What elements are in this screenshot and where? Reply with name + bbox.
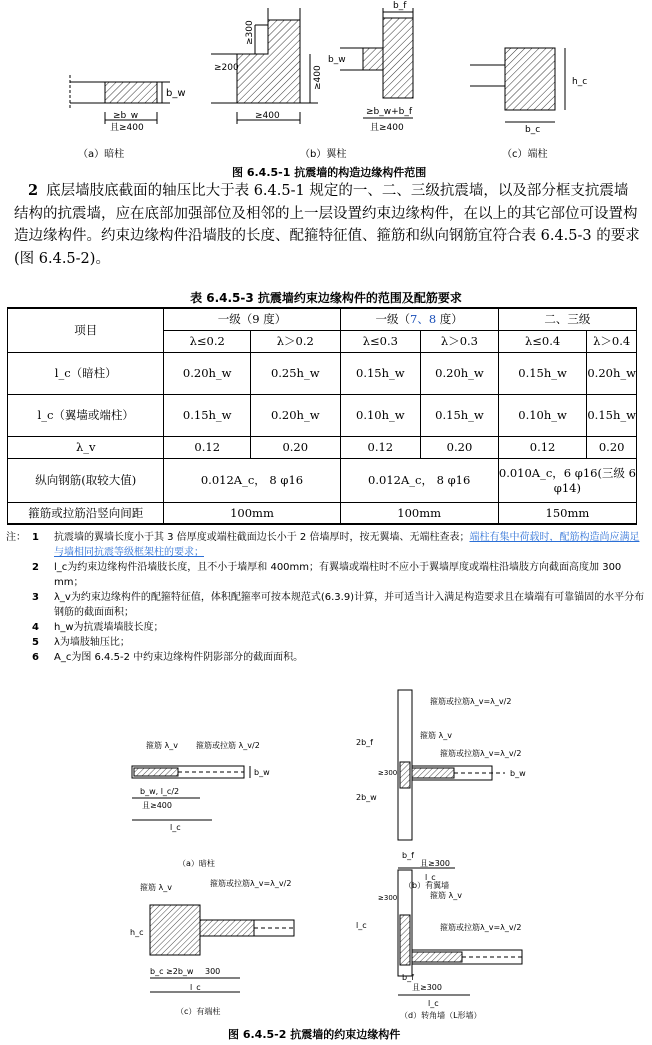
fig2-caption-a: （a）暗柱 (178, 859, 215, 868)
sub-5: λ≤0.4 (498, 330, 587, 352)
fig1-c-bc-label: b_c (525, 125, 541, 135)
fig1-b2-bw-label: b_w (328, 55, 346, 65)
note-item: 2 l_c为约束边缘构件沿墙肢长度，且不小于墙厚和 400mm；有翼墙或端柱时不应小于翼墙厚度或端柱沿墙肢方向截面高度加 300 mm； (32, 562, 622, 588)
table-cell: 0.20h_w (251, 394, 341, 436)
fig2-a-lc: l_c (170, 823, 181, 832)
row-label: λ_v (8, 436, 164, 458)
sub-3: λ≤0.3 (340, 330, 421, 352)
table-cell: 0.15h_w (421, 394, 499, 436)
table-cell: 0.012A_c， 8 φ16 (164, 458, 340, 502)
fig2-c-dim: b_c ≥2b_w (150, 967, 194, 976)
fig2-b-tie-top: 箍筋或拉筋λ_v=λ_v/2 (430, 697, 512, 706)
table-cell: 0.20h_w (421, 352, 499, 394)
table-cell: 0.10h_w (498, 394, 587, 436)
table-cell: 100mm (164, 502, 340, 524)
paragraph-text: 底层墙肢底截面的轴压比大于表 6.4.5-1 规定的一、二、三级抗震墙，以及部分框支抗震墙结构的抗震墙，应在底部加强部位及相邻的上一层设置约束边缘构件，在以上的其它部位可设置构造边缘构件。约束边缘构件沿墙肢的长度、配箍特征值、箍筋和纵向钢筋宜符合表 6.4.5-3 的要求(图 6.4.5-2)。 (14, 183, 640, 267)
requirements-table (7, 307, 637, 525)
sub-6: λ＞0.4 (587, 330, 637, 352)
table-cell: 0.15h_w (587, 394, 637, 436)
table-row (8, 458, 637, 502)
fig2-b-stirrup: 箍筋 λ_v (420, 731, 453, 740)
notes-lead: 注： (6, 532, 26, 543)
fig2-caption-d: （d）转角墙（L形墙） (400, 1011, 482, 1020)
fig2-c-lc: l_c (190, 983, 201, 992)
fig1-c-hc-label: h_c (572, 77, 588, 87)
fig2-caption-c: （c）有端柱 (176, 1007, 221, 1016)
fig1-c-end-column (470, 48, 565, 122)
row-label: 箍筋或拉筋沿竖向间距 (8, 502, 164, 524)
table-cell: 0.20h_w (587, 352, 637, 394)
fig2-a-stirrup-label: 箍筋 λ_v (146, 741, 179, 750)
figure-6-4-5-1 (0, 0, 652, 180)
fig1-b-200-label: ≥200 (214, 63, 239, 73)
table-cell: 0.25h_w (251, 352, 341, 394)
fig1-caption-b: （b）翼柱 (300, 149, 347, 160)
table-cell: 0.20h_w (164, 352, 251, 394)
header-group-1: 一级（9 度） (164, 308, 340, 330)
row-label: l_c（暗柱） (8, 352, 164, 394)
fig1-b-400h-label: ≥400 (255, 111, 280, 121)
table-header-row (8, 308, 637, 330)
note-item: 4 h_w为抗震墙墙肢长度； (32, 622, 164, 633)
note-item: 5 λ为墙肢轴压比； (32, 637, 130, 648)
fig2-a-dim2: 且≥400 (142, 801, 172, 810)
table-cell: 0.012A_c， 8 φ16 (340, 458, 498, 502)
table-cell: 0.12 (340, 436, 421, 458)
table-row (8, 394, 637, 436)
sub-2: λ＞0.2 (251, 330, 341, 352)
fig2-caption-b: （b）有翼墙 (404, 881, 450, 890)
fig2-d-stirrup: 箍筋 λ_v (430, 891, 463, 900)
row-label: l_c（翼墙或端柱） (8, 394, 164, 436)
fig1-a-dim2-label: 且≥400 (110, 123, 144, 133)
fig2-a-tie-label: 箍筋或拉筋 λ_v/2 (196, 741, 260, 750)
fig1-caption-a: （a）暗柱 (78, 149, 125, 160)
fig1-b2-dim2-label: 且≥400 (370, 123, 404, 133)
header-group-2-link[interactable]: 7、8 (410, 312, 437, 327)
table-cell: 150mm (498, 502, 636, 524)
note-1-link[interactable]: 端柱有集中荷载时，配筋构造尚应满足与墙相同抗震等级框架柱的要求； (54, 532, 640, 558)
table-row (8, 436, 637, 458)
sub-1: λ≤0.2 (164, 330, 251, 352)
fig2-d-lc: l_c (428, 999, 439, 1008)
fig2-d-lc-vert: l_c (356, 921, 367, 930)
fig2-b-lc: l_c (425, 873, 436, 882)
fig2-b-ge300: 且≥300 (420, 859, 450, 868)
fig1-b2-bf-label: b_f (393, 1, 407, 11)
fig1-b2-t-column (340, 8, 413, 118)
fig2-b-bw: b_w (510, 769, 526, 778)
table-cell: 0.15h_w (340, 352, 421, 394)
note-item: 注： 1 抗震墙的翼墙长度小于其 3 倍厚度或端柱截面边长小于 2 倍墙厚时，按无翼墙、无端柱查表；端柱有集中荷载时，配筋构造尚应满足与墙相同抗震等级框架柱的要求； (6, 532, 640, 558)
table-cell: 0.15h_w (164, 394, 251, 436)
sub-4: λ＞0.3 (421, 330, 499, 352)
fig2-d-ge300: 且≥300 (412, 983, 442, 992)
table-cell: 0.010A_c，6 φ16(三级 6 φ14) (498, 458, 636, 502)
fig2-c-stirrup: 箍筋 λ_v (140, 883, 173, 892)
table-cell: 100mm (340, 502, 498, 524)
fig1-caption-c: （c）端柱 (502, 149, 548, 160)
table-title: 表 6.4.5-3 抗震墙约束边缘构件的范围及配筋要求 (190, 291, 462, 305)
header-item: 项目 (8, 308, 164, 352)
table-row (8, 502, 637, 524)
fig2-c-tie: 箍筋或拉筋λ_v=λ_v/2 (210, 879, 292, 888)
note-item: 3 λ_v为约束边缘构件的配箍特征值，体积配箍率可按本规范式(6.3.9)计算，并可适当计入满足构造要求且在墙端有可靠锚固的水平分布钢筋的截面面积； (32, 592, 645, 618)
fig2-c-hc: h_c (130, 928, 144, 937)
fig1-b2-dim-label: ≥b_w+b_f (366, 107, 413, 117)
table-cell: 0.20 (421, 436, 499, 458)
figure-6-4-5-2 (0, 680, 652, 1045)
fig2-a-dim1: b_w, l_c/2 (140, 787, 180, 796)
table-notes (6, 530, 646, 665)
fig1-b-400v-label: ≥400 (313, 65, 323, 90)
table-cell: 0.12 (498, 436, 587, 458)
table-cell: 0.15h_w (498, 352, 587, 394)
table-cell: 0.12 (164, 436, 251, 458)
fig2-title: 图 6.4.5-2 抗震墙的约束边缘构件 (228, 1028, 401, 1041)
fig2-d-tie: 箍筋或拉筋λ_v=λ_v/2 (440, 923, 522, 932)
row-label: 纵向钢筋(取较大值) (8, 458, 164, 502)
fig1-a-dim-label: ≥b_w (113, 111, 139, 121)
table-cell: 0.20 (587, 436, 637, 458)
paragraph-number: 2 (28, 182, 39, 199)
fig1-title: 图 6.4.5-1 抗震墙的构造边缘构件范围 (232, 166, 427, 179)
header-group-3: 二、三级 (498, 308, 636, 330)
fig1-a-bw-label: b_w (166, 88, 186, 99)
fig2-b-2bw: 2b_w (356, 793, 377, 802)
fig2-b-tie-mid: 箍筋或拉筋λ_v=λ_v/2 (440, 749, 522, 758)
fig2-b-300: ≥300 (378, 769, 398, 777)
fig2-c-300: 300 (205, 967, 221, 976)
fig2-a-bw-label: b_w (254, 768, 270, 777)
table-row (8, 352, 637, 394)
table-cell: 0.10h_w (340, 394, 421, 436)
body-paragraph (14, 180, 640, 270)
fig2-b-flanged-wall (398, 690, 505, 868)
fig2-d-bf: b_f (402, 973, 414, 982)
table-cell: 0.20 (251, 436, 341, 458)
note-item: 6 A_c为图 6.4.5-2 中约束边缘构件阴影部分的截面面积。 (32, 652, 304, 663)
fig2-b-2bf: 2b_f (356, 738, 373, 747)
fig1-b-300-label: ≥300 (245, 20, 255, 45)
header-group-2: 一级（7、8 度） (340, 308, 498, 330)
fig2-d-300: ≥300 (378, 894, 398, 902)
fig2-c-end-column (150, 905, 294, 992)
fig2-b-bf: b_f (402, 851, 414, 860)
